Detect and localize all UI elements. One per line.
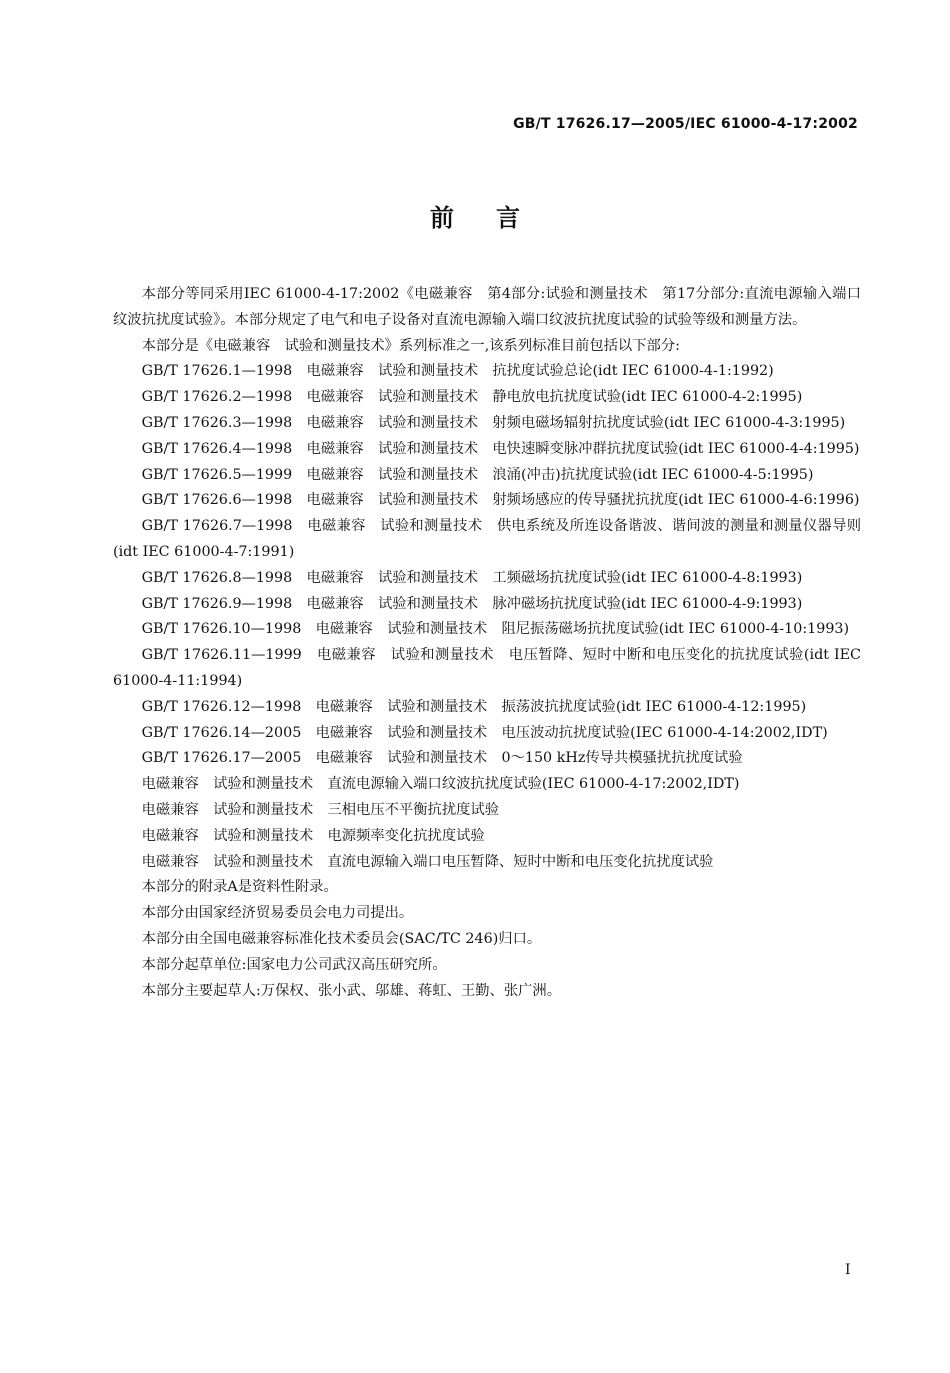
standard-list-item: GB/T 17626.8—1998 电磁兼容 试验和测量技术 工频磁场抗扰度试验(idt IEC 61000-4-8:1993) — [141, 569, 803, 586]
foreword-body — [113, 282, 861, 1004]
page-title: 前言 — [430, 204, 562, 232]
standard-list-item: GB/T 17626.9—1998 电磁兼容 试验和测量技术 脉冲磁场抗扰度试验(idt IEC 61000-4-9:1993) — [141, 595, 803, 612]
standard-list-item: GB/T 17626.10—1998 电磁兼容 试验和测量技术 阻尼振荡磁场抗扰度试验(idt IEC 61000-4-10:1993) — [141, 621, 850, 638]
standard-list-item: GB/T 17626.2—1998 电磁兼容 试验和测量技术 静电放电抗扰度试验(idt IEC 61000-4-2:1995) — [141, 389, 803, 406]
standard-list-item: GB/T 17626.4—1998 电磁兼容 试验和测量技术 电快速瞬变脉冲群抗扰度试验(idt IEC 61000-4-4:1995) — [141, 440, 860, 457]
standard-number-header: GB/T 17626.17—2005/IEC 61000-4-17:2002 — [513, 116, 858, 132]
paragraph: 本部分等同采用IEC 61000-4-17:2002《电磁兼容 第4部分:试验和测量技术 第17分部分:直流电源输入端口纹波抗扰度试验》。本部分规定了电气和电子设备对直流电源输入端口纹波抗扰度试验的试验等级和测量方法。 — [113, 286, 861, 328]
standard-list-item: GB/T 17626.7—1998 电磁兼容 试验和测量技术 供电系统及所连设备谐波、谐间波的测量和测量仪器导则(idt IEC 61000-4-7:1991) — [113, 518, 861, 560]
standard-list-item: 电磁兼容 试验和测量技术 电源频率变化抗扰度试验 — [141, 827, 485, 844]
paragraph: 本部分由国家经济贸易委员会电力司提出。 — [141, 905, 414, 922]
standard-list-item: GB/T 17626.3—1998 电磁兼容 试验和测量技术 射频电磁场辐射抗扰度试验(idt IEC 61000-4-3:1995) — [141, 414, 846, 431]
standard-list-item: GB/T 17626.1—1998 电磁兼容 试验和测量技术 抗扰度试验总论(idt IEC 61000-4-1:1992) — [141, 363, 774, 380]
standard-list-item: GB/T 17626.6—1998 电磁兼容 试验和测量技术 射频场感应的传导骚扰抗扰度(idt IEC 61000-4-6:1996) — [141, 492, 860, 509]
standard-list-item: GB/T 17626.5—1999 电磁兼容 试验和测量技术 浪涌(冲击)抗扰度试验(idt IEC 61000-4-5:1995) — [141, 466, 814, 483]
paragraph: 本部分起草单位:国家电力公司武汉高压研究所。 — [141, 956, 447, 973]
standard-list-item: 电磁兼容 试验和测量技术 直流电源输入端口电压暂降、短时中断和电压变化抗扰度试验 — [141, 853, 714, 870]
standard-list-item: GB/T 17626.17—2005 电磁兼容 试验和测量技术 0～150 kHz传导共模骚扰抗扰度试验 — [141, 750, 743, 767]
standard-list-item: GB/T 17626.14—2005 电磁兼容 试验和测量技术 电压波动抗扰度试验(IEC 61000-4-14:2002,IDT) — [141, 724, 828, 741]
page-number: I — [845, 1262, 851, 1278]
paragraph: 本部分由全国电磁兼容标准化技术委员会(SAC/TC 246)归口。 — [141, 930, 542, 947]
paragraph: 本部分主要起草人:万保权、张小武、邬雄、蒋虹、王勤、张广洲。 — [141, 982, 562, 999]
paragraph: 本部分是《电磁兼容 试验和测量技术》系列标准之一,该系列标准目前包括以下部分: — [141, 337, 680, 354]
standard-list-item: GB/T 17626.11—1999 电磁兼容 试验和测量技术 电压暂降、短时中断和电压变化的抗扰度试验(idt IEC 61000-4-11:1994) — [113, 647, 861, 689]
standard-list-item: 电磁兼容 试验和测量技术 直流电源输入端口纹波抗扰度试验(IEC 61000-4-17:2002,IDT) — [141, 776, 740, 793]
standard-list-item: GB/T 17626.12—1998 电磁兼容 试验和测量技术 振荡波抗扰度试验(idt IEC 61000-4-12:1995) — [141, 698, 807, 715]
standard-list-item: 电磁兼容 试验和测量技术 三相电压不平衡抗扰度试验 — [141, 801, 500, 818]
paragraph: 本部分的附录A是资料性附录。 — [141, 879, 338, 896]
